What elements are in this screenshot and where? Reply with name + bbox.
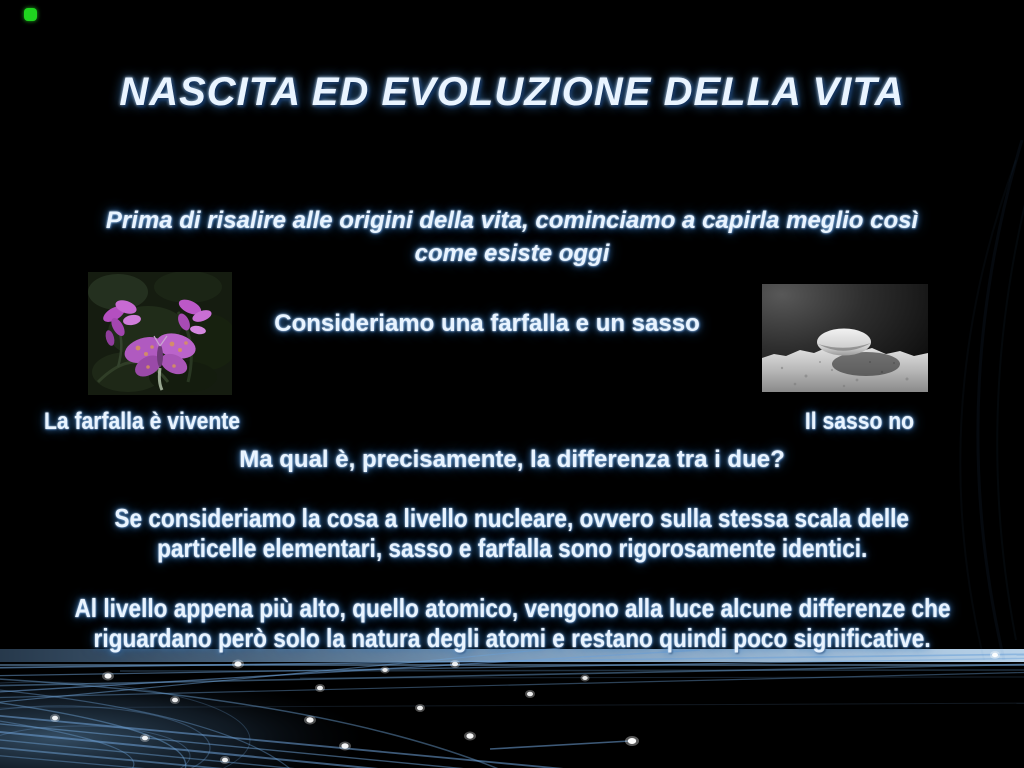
stone-caption-text: Il sasso no [804, 408, 914, 435]
stone-photo [762, 284, 928, 392]
atomic-paragraph [0, 593, 1024, 653]
fiber-optics-background [0, 648, 1024, 768]
nuclear-line-1: Se consideriamo la cosa a livello nucleare, ovvero sulla stessa scala delle [114, 503, 910, 533]
consider-line: Consideriamo una farfalla e un sasso [274, 310, 700, 337]
stone-caption [790, 408, 914, 436]
stone-photo-art [762, 284, 928, 392]
nuclear-paragraph [0, 503, 1024, 563]
slide-title: NASCITA ED EVOLUZIONE DELLA VITA [119, 70, 905, 114]
intro-line-1: Prima di risalire alle origini della vita, cominciamo a capirla meglio così [105, 207, 919, 234]
nuclear-line-2: particelle elementari, sasso e farfalla sono rigorosamente identici. [156, 533, 868, 563]
green-status-dot [24, 8, 37, 21]
butterfly-caption [44, 408, 267, 436]
intro-line-2: come esiste oggi [414, 240, 610, 267]
atomic-line-1: Al livello appena più alto, quello atomico, vengono alla luce alcune differenze che [73, 593, 951, 623]
atomic-line-2: riguardano però solo la natura degli atomi e restano quindi poco significative. [93, 623, 931, 653]
question-line: Ma qual è, precisamente, la differenza tra i due? [239, 446, 785, 473]
intro-paragraph [62, 204, 962, 270]
butterfly-caption-text: La farfalla è vivente [44, 408, 241, 435]
